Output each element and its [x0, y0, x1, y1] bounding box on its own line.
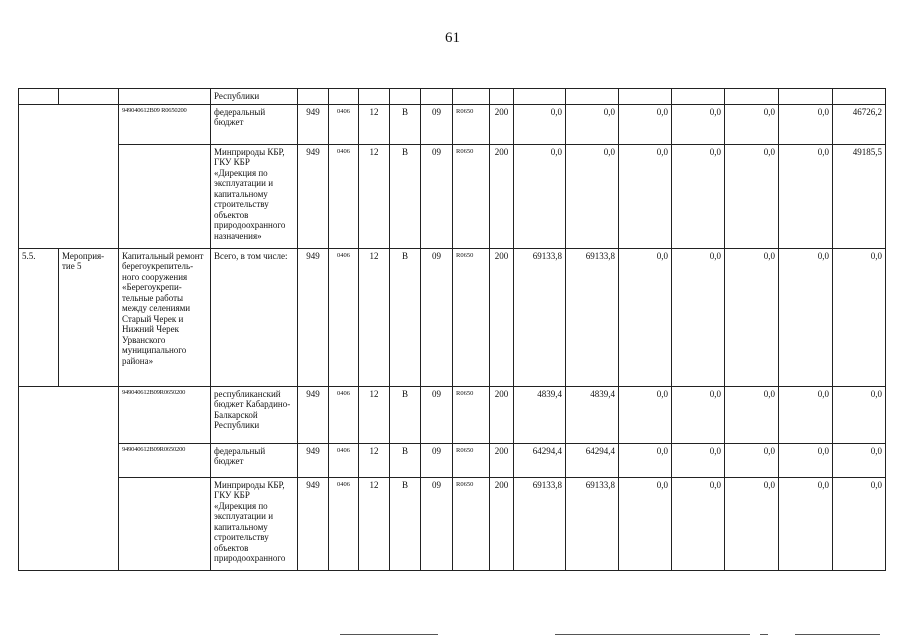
cell-num: 5.5.	[19, 248, 59, 386]
cell-c4: R0650	[453, 248, 490, 386]
cell-c4: R0650	[453, 144, 490, 248]
cell-value: 0,0	[725, 477, 779, 570]
cell-value: 0,0	[779, 386, 833, 443]
cell-c1: 12	[359, 477, 390, 570]
cell-source: Республики	[211, 89, 298, 105]
cell-value: 64294,4	[514, 443, 566, 477]
cell-value: 4839,4	[566, 386, 619, 443]
cell-name	[119, 89, 211, 105]
cell-value: 49185,5	[833, 144, 886, 248]
cell-value: 0,0	[672, 248, 725, 386]
cell-code	[119, 144, 211, 248]
cell-c3: 09	[421, 386, 453, 443]
cell-value: 0,0	[833, 443, 886, 477]
cell-code	[119, 477, 211, 570]
cell-vr: 200	[490, 443, 514, 477]
cell-value: 0,0	[566, 144, 619, 248]
cell-value: 69133,8	[566, 248, 619, 386]
cell-c2: В	[390, 104, 421, 144]
cell-value: 0,0	[725, 248, 779, 386]
cell-code: 949040612В09R0650200	[119, 386, 211, 443]
cell-name: Капитальный ремонт берегоукрепитель-ного сооружения «Берегоукрепи-тельные работы между селениями Старый Черек и Нижний Черек Урванского муниципального района»	[119, 248, 211, 386]
cell-source: федеральный бюджет	[211, 443, 298, 477]
cell-value: 0,0	[779, 248, 833, 386]
cell-source: Минприроды КБР, ГКУ КБР «Дирекция по эксплуатации и капитальному строительству объектов природоохранного	[211, 477, 298, 570]
cell-grbs: 949	[298, 443, 329, 477]
cell-grbs: 949	[298, 248, 329, 386]
cell-c2: В	[390, 477, 421, 570]
cell-value: 46726,2	[833, 104, 886, 144]
cell-c4: R0650	[453, 443, 490, 477]
cell-value: 0,0	[725, 443, 779, 477]
budget-table	[18, 88, 886, 571]
table-row	[19, 248, 886, 386]
cell-c3: 09	[421, 477, 453, 570]
cell-value: 69133,8	[514, 477, 566, 570]
cell-event: Мероприя-тие 5	[59, 248, 119, 386]
footer-rule	[555, 634, 750, 635]
footer-rule	[795, 634, 880, 635]
cell-rzpr: 0406	[329, 477, 359, 570]
cell-vr: 200	[490, 248, 514, 386]
cell-c2: В	[390, 443, 421, 477]
cell-source: республиканский бюджет Кабардино-Балкарской Республики	[211, 386, 298, 443]
cell-value: 0,0	[619, 386, 672, 443]
cell-rzpr: 0406	[329, 248, 359, 386]
cell-empty	[19, 104, 119, 248]
footer-rule	[760, 634, 768, 635]
cell-vr: 200	[490, 104, 514, 144]
cell-value: 0,0	[725, 104, 779, 144]
cell-c1: 12	[359, 104, 390, 144]
cell-c4: R0650	[453, 386, 490, 443]
cell-value: 0,0	[672, 144, 725, 248]
cell-value: 0,0	[672, 104, 725, 144]
cell-source: Всего, в том числе:	[211, 248, 298, 386]
cell-c1: 12	[359, 386, 390, 443]
cell-value: 4839,4	[514, 386, 566, 443]
cell-value: 0,0	[619, 144, 672, 248]
cell-vr: 200	[490, 386, 514, 443]
cell-code: 949040612В09R0650200	[119, 443, 211, 477]
cell-c3: 09	[421, 104, 453, 144]
cell-value: 0,0	[619, 477, 672, 570]
cell-grbs: 949	[298, 104, 329, 144]
cell-value: 0,0	[833, 386, 886, 443]
cell-event	[59, 89, 119, 105]
cell-c3: 09	[421, 144, 453, 248]
cell-c1: 12	[359, 144, 390, 248]
cell-rzpr: 0406	[329, 144, 359, 248]
cell-rzpr: 0406	[329, 443, 359, 477]
cell-value: 0,0	[833, 477, 886, 570]
cell-grbs: 949	[298, 477, 329, 570]
cell-value: 0,0	[833, 248, 886, 386]
table-row	[19, 104, 886, 144]
cell-source: Минприроды КБР, ГКУ КБР «Дирекция по эксплуатации и капитальному строительству объектов природоохранного назначения»	[211, 144, 298, 248]
cell-value: 69133,8	[514, 248, 566, 386]
table-row	[19, 477, 886, 570]
cell-vr: 200	[490, 144, 514, 248]
cell-grbs: 949	[298, 144, 329, 248]
cell-value: 0,0	[725, 386, 779, 443]
cell-value: 0,0	[779, 477, 833, 570]
cell-value: 64294,4	[566, 443, 619, 477]
cell-value: 0,0	[672, 443, 725, 477]
cell-c2: В	[390, 144, 421, 248]
cell-c1: 12	[359, 443, 390, 477]
cell-value: 0,0	[619, 443, 672, 477]
cell-value: 0,0	[514, 144, 566, 248]
cell-value: 0,0	[779, 443, 833, 477]
cell-value: 0,0	[672, 386, 725, 443]
cell-c1: 12	[359, 248, 390, 386]
cell-vr: 200	[490, 477, 514, 570]
table-row	[19, 144, 886, 248]
cell-value: 0,0	[672, 477, 725, 570]
cell-value: 0,0	[725, 144, 779, 248]
cell-c3: 09	[421, 248, 453, 386]
table-row	[19, 386, 886, 443]
cell-c2: В	[390, 386, 421, 443]
cell-source: федеральный бюджет	[211, 104, 298, 144]
cell-value: 69133,8	[566, 477, 619, 570]
cell-c2: В	[390, 248, 421, 386]
footer-rule	[340, 634, 438, 635]
cell-rzpr: 0406	[329, 386, 359, 443]
cell-value: 0,0	[779, 144, 833, 248]
cell-value: 0,0	[619, 248, 672, 386]
page-number: 61	[445, 30, 460, 46]
cell-value: 0,0	[779, 104, 833, 144]
cell-code: 949040612В09 R0650200	[119, 104, 211, 144]
cell-c3: 09	[421, 443, 453, 477]
table-row	[19, 89, 886, 105]
cell-c4: R0650	[453, 104, 490, 144]
table-row	[19, 443, 886, 477]
cell-value: 0,0	[514, 104, 566, 144]
cell-empty	[19, 386, 119, 570]
cell-grbs: 949	[298, 386, 329, 443]
cell-num	[19, 89, 59, 105]
cell-c4: R0650	[453, 477, 490, 570]
cell-value: 0,0	[619, 104, 672, 144]
cell-rzpr: 0406	[329, 104, 359, 144]
cell-value: 0,0	[566, 104, 619, 144]
